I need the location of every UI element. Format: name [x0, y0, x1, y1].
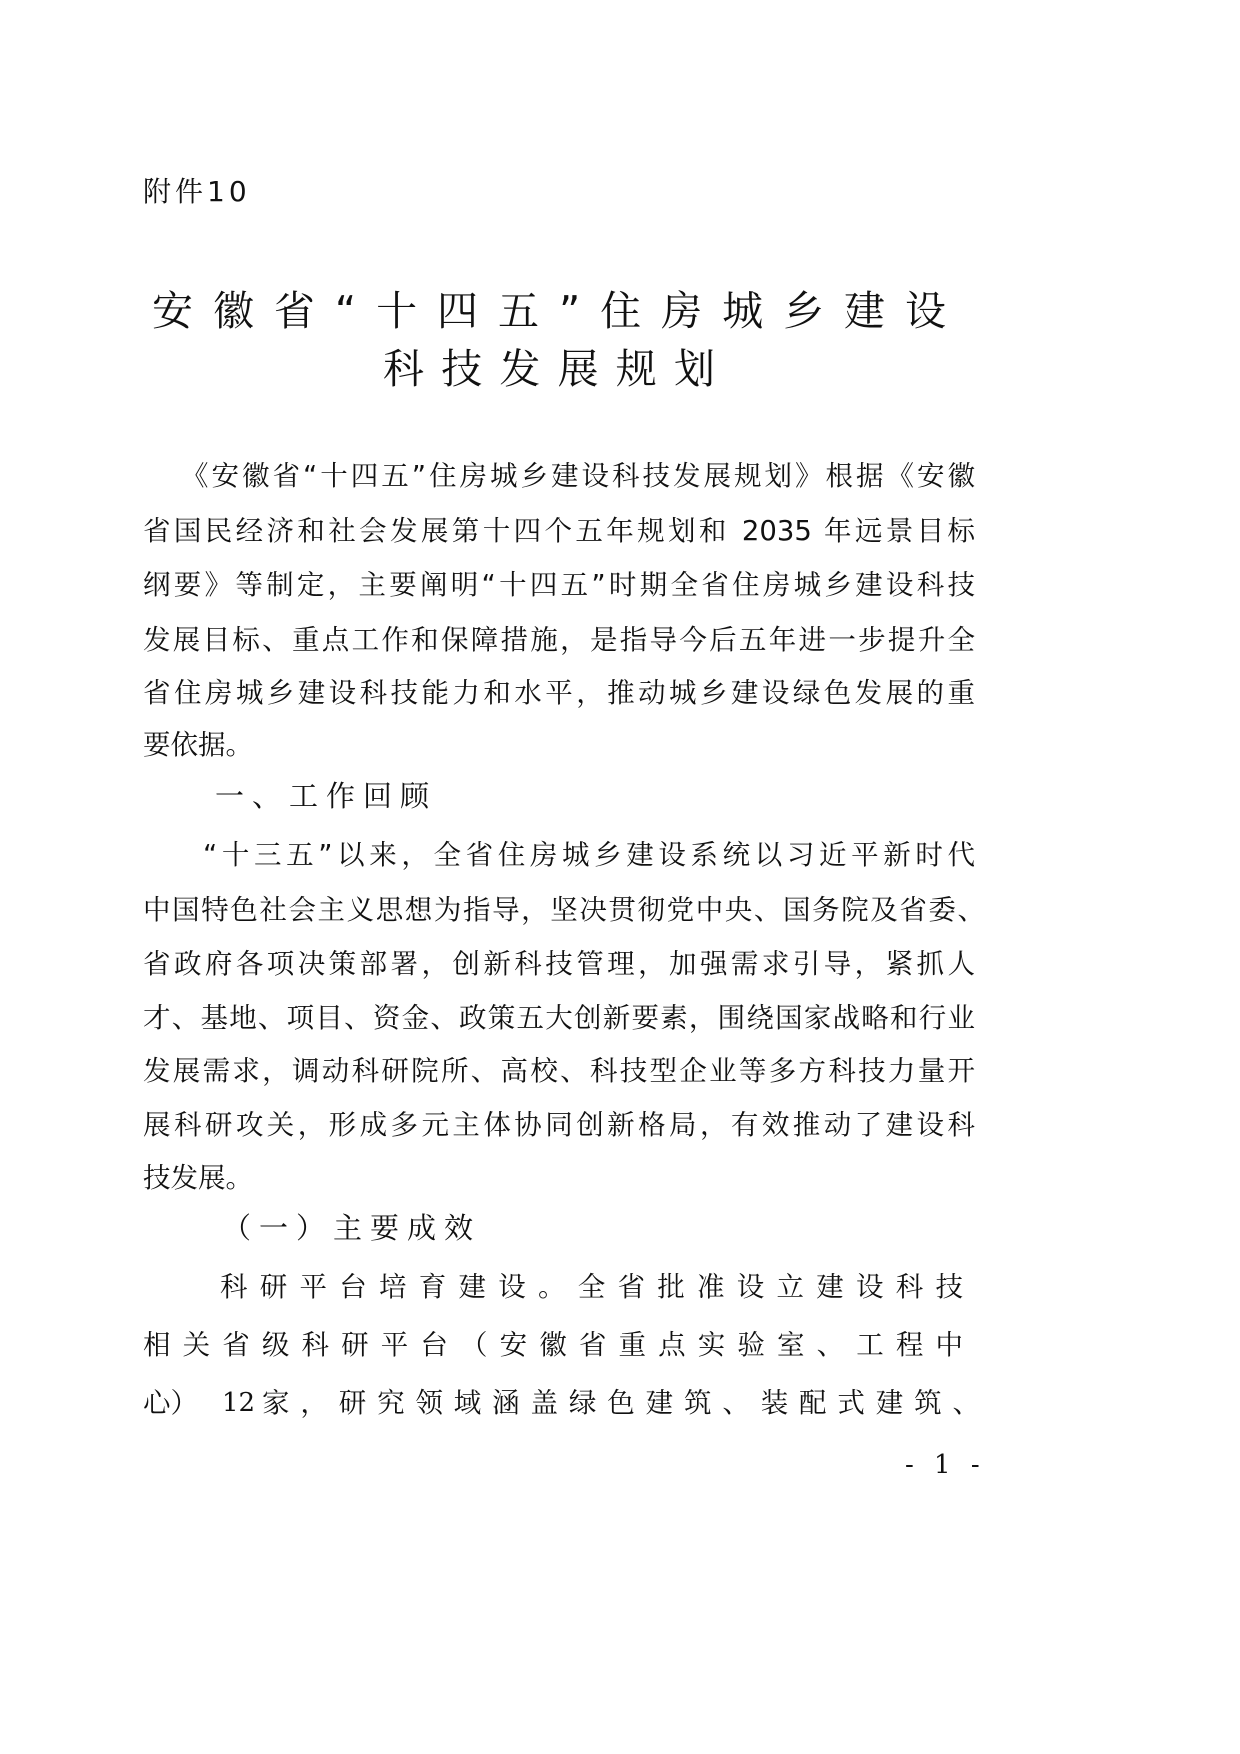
count-value: 12 — [222, 1388, 256, 1418]
text-line: “十三五”以来，全省住房城乡建设系统以习近平新时代 — [203, 839, 975, 871]
text-line: 省住房城乡建设科技能力和水平，推动城乡建设绿色发展的重 — [143, 677, 975, 709]
subsection-heading: （一）主要成效 — [222, 1211, 482, 1245]
text-line: 省国民经济和社会发展第十四个五年规划和 2035 年远景目标 — [143, 515, 975, 547]
text-line: 纲要》等制定，主要阐明“十四五”时期全省住房城乡建设科技 — [143, 569, 975, 601]
text-line: 心） — [143, 1387, 198, 1419]
text-line: 才、基地、项目、资金、政策五大创新要素，围绕国家战略和行业 — [143, 1002, 975, 1034]
section-heading: 一、工作回顾 — [215, 779, 438, 813]
text-line: 家，研究领域涵盖绿色建筑、装配式建筑、 — [262, 1387, 982, 1419]
text-line: 《安徽省“十四五”住房城乡建设科技发展规划》根据《安徽 — [181, 460, 975, 492]
text-line: 相关省级科研平台（安徽省重点实验室、工程中 — [143, 1329, 965, 1361]
text-line: 省政府各项决策部署，创新科技管理，加强需求引导，紧抓人 — [143, 948, 975, 980]
text-line: 展科研攻关，形成多元主体协同创新格局，有效推动了建设科 — [143, 1109, 975, 1141]
text-line: 技发展。 — [143, 1162, 253, 1194]
document-title-line-2: 科技发展规划 — [383, 345, 715, 393]
text-line: 中国特色社会主义思想为指导，坚决贯彻党中央、国务院及省委、 — [143, 894, 985, 926]
text-line: 要依据。 — [143, 729, 253, 761]
attachment-label: 附件10 — [143, 175, 251, 208]
text-line: 科研平台培育建设。全省批准设立建设科技 — [220, 1271, 965, 1303]
page-number: - 1 - — [905, 1450, 986, 1480]
text-line: 发展目标、重点工作和保障措施，是指导今后五年进一步提升全 — [143, 624, 975, 656]
text-line: 发展需求，调动科研院所、高校、科技型企业等多方科技力量开 — [143, 1055, 975, 1087]
document-title-line-1: 安徽省“十四五”住房城乡建设 — [152, 287, 946, 335]
